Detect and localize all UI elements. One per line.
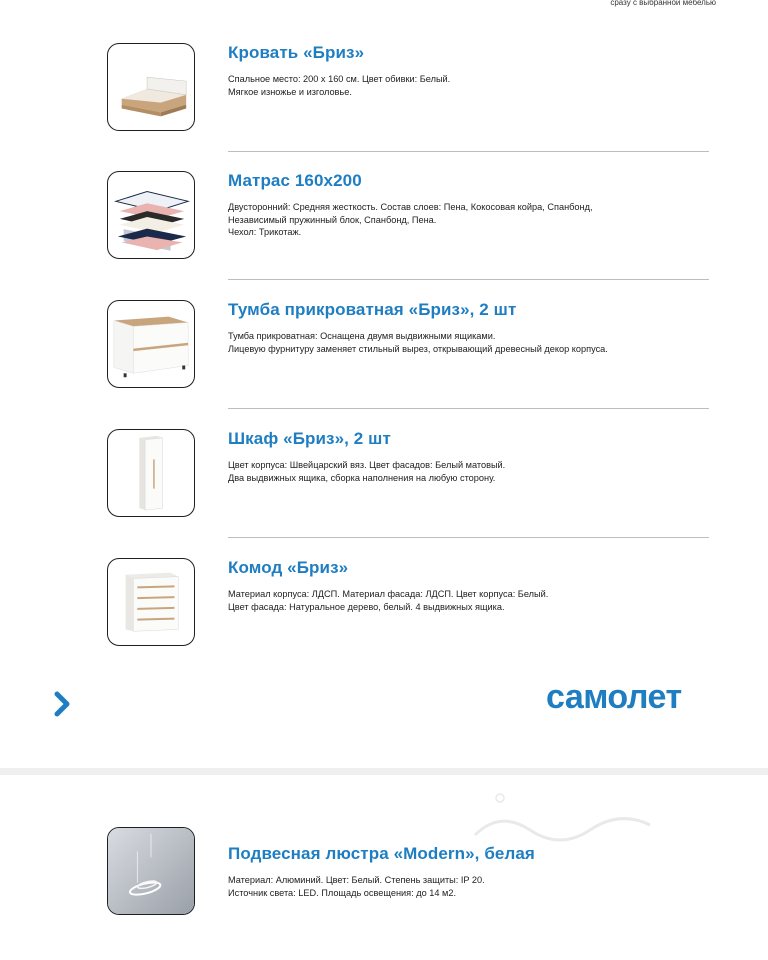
product-description: [228, 874, 698, 899]
item-divider: [228, 151, 709, 152]
product-title: Тумба прикроватная «Бриз», 2 шт: [228, 300, 517, 319]
item-divider: [228, 408, 709, 409]
description-line: Цвет фасада: Натуральное дерево, белый. 4 выдвижных ящика.: [228, 601, 505, 612]
chandelier-thumbnail: [107, 827, 195, 915]
chevron-right-icon[interactable]: [52, 690, 74, 718]
mattress-icon: [108, 172, 194, 258]
description-line: Тумба прикроватная: Оснащена двумя выдвижными ящиками.: [228, 331, 496, 341]
nightstand-thumbnail: [107, 300, 195, 388]
description-line: Чехол: Трикотаж.: [228, 227, 302, 238]
product-title: Шкаф «Бриз», 2 шт: [228, 429, 391, 448]
product-title: Подвесная люстра «Modern», белая: [228, 844, 535, 863]
chandelier-icon: [108, 828, 194, 914]
bed-thumbnail: [107, 43, 195, 131]
wardrobe-thumbnail: [107, 429, 195, 517]
wardrobe-icon: [108, 430, 194, 516]
description-line: Мягкое изножье и изголовье.: [228, 86, 352, 97]
item-divider: [228, 537, 709, 538]
header-note: сразу с выбранной мебелью: [610, 0, 716, 7]
page-break-band: [0, 768, 768, 775]
description-line: Лицевую фурнитуру заменяет стильный вырез, открывающий древесный декор корпуса.: [228, 343, 608, 354]
nightstand-icon: [108, 301, 194, 387]
watermark-icon: [470, 790, 670, 850]
dresser-thumbnail: [107, 558, 195, 646]
product-description: [228, 588, 698, 613]
mattress-thumbnail: [107, 171, 195, 259]
product-title: Кровать «Бриз»: [228, 43, 365, 62]
item-divider: [228, 279, 709, 280]
dresser-icon: [108, 559, 194, 645]
brand-logo: самолет: [546, 678, 682, 716]
description-line: Материал корпуса: ЛДСП. Материал фасада: ЛДСП. Цвет корпуса: Белый.: [228, 589, 549, 599]
description-line: Материал: Алюминий. Цвет: Белый. Степень защиты: IP 20.: [228, 875, 485, 885]
description-line: Цвет корпуса: Швейцарский вяз. Цвет фасадов: Белый матовый.: [228, 460, 506, 470]
product-title: Матрас 160х200: [228, 171, 362, 190]
description-line: Два выдвижных ящика, сборка наполнения на любую сторону.: [228, 472, 496, 483]
bed-icon: [108, 44, 194, 130]
description-line: Независимый пружинный блок, Спанбонд, Пена.: [228, 214, 437, 225]
description-line: Источник света: LED. Площадь освещения: до 14 м2.: [228, 887, 457, 898]
product-description: [228, 201, 698, 239]
product-description: [228, 330, 698, 355]
description-line: Спальное место: 200 х 160 см. Цвет обивки: Белый.: [228, 74, 451, 84]
product-description: [228, 73, 698, 98]
product-title: Комод «Бриз»: [228, 558, 349, 577]
product-description: [228, 459, 698, 484]
description-line: Двусторонний: Средняя жесткость. Состав слоев: Пена, Кокосовая койра, Спанбонд,: [228, 202, 593, 212]
